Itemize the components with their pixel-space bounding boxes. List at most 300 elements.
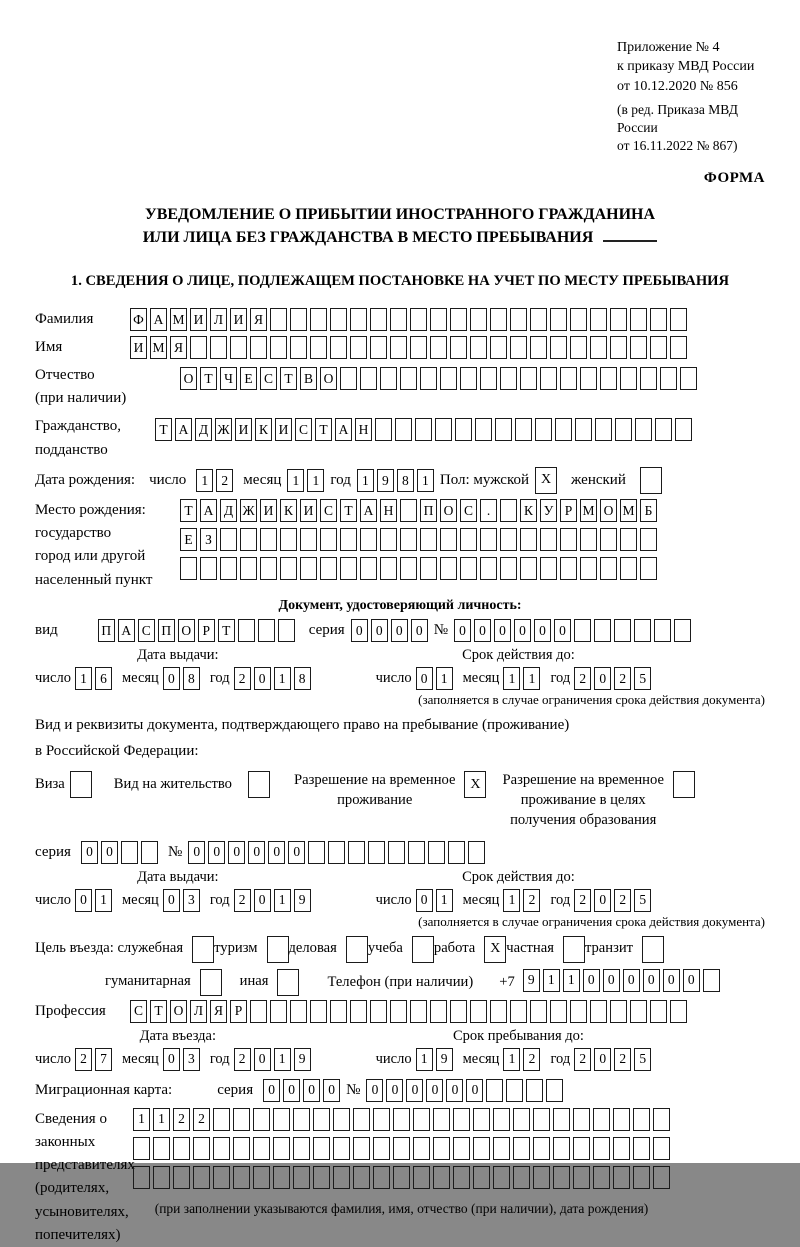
char-cell: 0 xyxy=(268,841,285,864)
stay-year xyxy=(574,1048,651,1071)
char-cell: 0 xyxy=(254,667,271,690)
char-cell: 0 xyxy=(594,667,611,690)
rvp-issue-group: Дата выдачи: число 0 1 месяц 0 3 год 2 0 1 9 xyxy=(35,869,321,912)
char-cell xyxy=(480,528,497,551)
entry-dates xyxy=(35,1028,765,1071)
char-cell: Т xyxy=(200,367,217,390)
char-cell xyxy=(433,1166,450,1189)
doc-valid-group: Срок действия до: число 0 1 месяц 1 1 год 2 0 2 5 xyxy=(376,647,662,690)
char-cell xyxy=(674,619,691,642)
char-cell: Ж xyxy=(240,499,257,522)
char-cell xyxy=(553,1137,570,1160)
char-cell: 5 xyxy=(634,667,651,690)
char-cell: 0 xyxy=(101,841,118,864)
purpose-business-checkbox xyxy=(346,936,368,963)
char-cell xyxy=(615,418,632,441)
sex-male-checkbox: X xyxy=(535,467,557,494)
char-cell: К xyxy=(255,418,272,441)
char-cell: 0 xyxy=(163,1048,180,1071)
char-cell xyxy=(613,1166,630,1189)
char-cell xyxy=(520,528,537,551)
char-cell: 0 xyxy=(163,667,180,690)
char-cell xyxy=(433,1137,450,1160)
char-cell: 0 xyxy=(643,969,660,992)
char-cell: Н xyxy=(380,499,397,522)
char-cell xyxy=(353,1108,370,1131)
char-cell: 0 xyxy=(288,841,305,864)
char-cell xyxy=(468,841,485,864)
char-cell xyxy=(526,1079,543,1102)
char-cell xyxy=(530,336,547,359)
char-cell xyxy=(513,1137,530,1160)
char-cell: Т xyxy=(155,418,172,441)
char-cell: 0 xyxy=(254,889,271,912)
char-cell: 1 xyxy=(307,469,324,492)
char-cell: 1 xyxy=(436,667,453,690)
char-cell xyxy=(640,557,657,580)
char-cell xyxy=(415,418,432,441)
char-cell: 0 xyxy=(248,841,265,864)
char-cell xyxy=(390,1000,407,1023)
surname-row xyxy=(35,308,765,331)
char-cell xyxy=(580,528,597,551)
char-cell: 8 xyxy=(294,667,311,690)
char-cell xyxy=(410,308,427,331)
char-cell: Д xyxy=(195,418,212,441)
char-cell xyxy=(233,1166,250,1189)
char-cell xyxy=(440,557,457,580)
char-cell xyxy=(253,1108,270,1131)
char-cell: 1 xyxy=(75,667,92,690)
purpose-humanitarian: гуманитарная xyxy=(105,969,222,996)
char-cell xyxy=(360,557,377,580)
char-cell: 2 xyxy=(216,469,233,492)
char-cell xyxy=(595,418,612,441)
char-cell xyxy=(573,1108,590,1131)
doc-valid-year xyxy=(574,667,651,690)
char-cell: 2 xyxy=(234,889,251,912)
char-cell xyxy=(340,528,357,551)
rvp-series-word: серия xyxy=(35,843,71,860)
char-cell: 0 xyxy=(416,889,433,912)
char-cell xyxy=(614,619,631,642)
birthplace-row1 xyxy=(180,499,657,522)
char-cell: 2 xyxy=(614,889,631,912)
char-cell xyxy=(450,308,467,331)
option-visa: Виза xyxy=(35,771,92,798)
char-cell xyxy=(253,1166,270,1189)
purpose-row1 xyxy=(35,936,765,963)
rvp-validity-note: (заполняется в случае ограничения срока действия документа) xyxy=(418,913,765,929)
phone-prefix: +7 xyxy=(499,973,515,990)
profession-cells xyxy=(130,1000,687,1023)
char-cell: 0 xyxy=(426,1079,443,1102)
purpose-business: деловая xyxy=(289,936,368,963)
char-cell xyxy=(238,619,255,642)
char-cell: 0 xyxy=(594,889,611,912)
temp-residence-checkbox: X xyxy=(464,771,486,798)
char-cell xyxy=(450,336,467,359)
purpose-tourism: туризм xyxy=(214,936,288,963)
doc-kind-cells xyxy=(98,619,295,642)
char-cell xyxy=(610,1000,627,1023)
char-cell xyxy=(590,308,607,331)
char-cell xyxy=(390,336,407,359)
char-cell: Л xyxy=(190,1000,207,1023)
doc-number-word: № xyxy=(433,621,448,638)
char-cell xyxy=(353,1137,370,1160)
char-cell xyxy=(348,841,365,864)
char-cell xyxy=(655,418,672,441)
char-cell: С xyxy=(320,499,337,522)
char-cell: Я xyxy=(250,308,267,331)
char-cell xyxy=(535,418,552,441)
purpose-private: частная xyxy=(506,936,585,963)
char-cell: У xyxy=(540,499,557,522)
char-cell xyxy=(300,557,317,580)
char-cell xyxy=(333,1137,350,1160)
month-word: месяц xyxy=(243,471,282,488)
char-cell xyxy=(473,1137,490,1160)
char-cell: 0 xyxy=(554,619,571,642)
char-cell: 1 xyxy=(503,667,520,690)
char-cell xyxy=(453,1166,470,1189)
char-cell xyxy=(573,1166,590,1189)
char-cell: 1 xyxy=(543,969,560,992)
year-word: год xyxy=(330,471,351,488)
char-cell: 0 xyxy=(75,889,92,912)
char-cell xyxy=(470,336,487,359)
char-cell: 2 xyxy=(173,1108,190,1131)
char-cell xyxy=(213,1166,230,1189)
char-cell xyxy=(670,336,687,359)
char-cell: И xyxy=(300,499,317,522)
char-cell xyxy=(620,367,637,390)
char-cell xyxy=(141,841,158,864)
char-cell: И xyxy=(275,418,292,441)
char-cell xyxy=(310,308,327,331)
char-cell xyxy=(610,308,627,331)
char-cell xyxy=(153,1166,170,1189)
char-cell: 1 xyxy=(503,1048,520,1071)
char-cell: Т xyxy=(218,619,235,642)
mig-series-word: серия xyxy=(217,1081,254,1098)
entry-date-group: Дата въезда: число 2 7 месяц 0 3 год 2 0 1 9 xyxy=(35,1028,321,1071)
char-cell xyxy=(430,336,447,359)
char-cell xyxy=(493,1108,510,1131)
char-cell xyxy=(486,1079,503,1102)
char-cell xyxy=(370,308,387,331)
char-cell xyxy=(273,1137,290,1160)
char-cell xyxy=(370,336,387,359)
char-cell: 5 xyxy=(634,1048,651,1071)
char-cell xyxy=(533,1108,550,1131)
char-cell xyxy=(240,557,257,580)
mig-number-cells xyxy=(366,1079,563,1102)
char-cell: 9 xyxy=(294,889,311,912)
char-cell xyxy=(413,1166,430,1189)
char-cell xyxy=(395,418,412,441)
char-cell xyxy=(240,528,257,551)
purpose-transit: транзит xyxy=(585,936,664,963)
char-cell xyxy=(500,367,517,390)
char-cell: 0 xyxy=(474,619,491,642)
stay-day xyxy=(416,1048,453,1071)
char-cell xyxy=(173,1166,190,1189)
purpose-private-checkbox xyxy=(563,936,585,963)
char-cell xyxy=(640,528,657,551)
char-cell: 1 xyxy=(357,469,374,492)
char-cell xyxy=(630,308,647,331)
char-cell: О xyxy=(178,619,195,642)
char-cell xyxy=(650,336,667,359)
char-cell: Б xyxy=(640,499,657,522)
char-cell xyxy=(393,1108,410,1131)
char-cell xyxy=(703,969,720,992)
char-cell xyxy=(260,528,277,551)
char-cell: 0 xyxy=(594,1048,611,1071)
citizenship-cells xyxy=(155,418,692,441)
char-cell: 0 xyxy=(81,841,98,864)
char-cell: А xyxy=(150,308,167,331)
char-cell xyxy=(413,1137,430,1160)
char-cell xyxy=(310,336,327,359)
representatives-cells xyxy=(133,1108,670,1217)
rvp-valid-month xyxy=(503,889,540,912)
char-cell xyxy=(650,308,667,331)
residence-permit-checkbox xyxy=(248,771,270,798)
option-temp-residence: Разрешение на временное проживание X xyxy=(294,771,486,810)
char-cell: П xyxy=(158,619,175,642)
char-cell: Е xyxy=(180,528,197,551)
char-cell xyxy=(133,1166,150,1189)
char-cell: 2 xyxy=(574,667,591,690)
birthplace-cells xyxy=(180,499,657,586)
char-cell xyxy=(480,367,497,390)
char-cell xyxy=(420,367,437,390)
surname-label: Фамилия xyxy=(35,310,94,327)
char-cell xyxy=(540,367,557,390)
birthplace-label: Место рождения: государство город или другой населенный пункт xyxy=(35,501,153,588)
form-title-line2: ИЛИ ЛИЦА БЕЗ ГРАЖДАНСТВА В МЕСТО ПРЕБЫВАНИЯ xyxy=(35,226,765,249)
char-cell xyxy=(533,1137,550,1160)
char-cell: 0 xyxy=(623,969,640,992)
char-cell xyxy=(400,367,417,390)
form-title xyxy=(35,203,765,249)
char-cell xyxy=(653,1166,670,1189)
char-cell: Ч xyxy=(220,367,237,390)
doc-validity-note: (заполняется в случае ограничения срока действия документа) xyxy=(418,691,765,707)
char-cell xyxy=(635,418,652,441)
char-cell xyxy=(634,619,651,642)
char-cell xyxy=(253,1137,270,1160)
char-cell xyxy=(550,336,567,359)
char-cell: 5 xyxy=(634,889,651,912)
char-cell: С xyxy=(138,619,155,642)
char-cell xyxy=(633,1166,650,1189)
char-cell: Я xyxy=(170,336,187,359)
char-cell xyxy=(233,1108,250,1131)
char-cell xyxy=(670,308,687,331)
char-cell: 0 xyxy=(283,1079,300,1102)
identity-doc-dates xyxy=(35,647,765,690)
char-cell xyxy=(428,841,445,864)
char-cell xyxy=(258,619,275,642)
char-cell: Е xyxy=(240,367,257,390)
char-cell: Д xyxy=(220,499,237,522)
char-cell xyxy=(620,557,637,580)
char-cell: М xyxy=(170,308,187,331)
char-cell xyxy=(393,1137,410,1160)
char-cell xyxy=(390,308,407,331)
char-cell xyxy=(270,308,287,331)
char-cell xyxy=(460,528,477,551)
char-cell xyxy=(560,528,577,551)
patronymic-cells xyxy=(180,367,697,390)
char-cell xyxy=(590,1000,607,1023)
day-word: число xyxy=(149,471,187,488)
migration-card-label: Миграционная карта: xyxy=(35,1081,173,1098)
char-cell: 1 xyxy=(287,469,304,492)
char-cell: 8 xyxy=(183,667,200,690)
char-cell xyxy=(193,1137,210,1160)
representatives-label: Сведения о законных представителях (родителях, усыновителях, попечителях) xyxy=(35,1110,135,1243)
purpose-work: работа X xyxy=(434,936,506,963)
char-cell: З xyxy=(200,528,217,551)
char-cell xyxy=(493,1137,510,1160)
char-cell xyxy=(230,336,247,359)
representatives-row xyxy=(35,1108,765,1247)
char-cell xyxy=(500,557,517,580)
char-cell xyxy=(670,1000,687,1023)
char-cell xyxy=(480,557,497,580)
char-cell: 0 xyxy=(263,1079,280,1102)
char-cell xyxy=(290,336,307,359)
birth-month-cells xyxy=(287,469,324,492)
char-cell: . xyxy=(480,499,497,522)
char-cell xyxy=(520,557,537,580)
representatives-note: (при заполнении указываются фамилия, имя, отчество (при наличии), дата рождения) xyxy=(154,1200,649,1216)
char-cell xyxy=(470,1000,487,1023)
char-cell: А xyxy=(175,418,192,441)
char-cell xyxy=(640,367,657,390)
char-cell: Т xyxy=(340,499,357,522)
char-cell xyxy=(273,1108,290,1131)
representatives-row3 xyxy=(133,1166,670,1189)
char-cell: 0 xyxy=(406,1079,423,1102)
char-cell xyxy=(360,528,377,551)
temp-residence-education-checkbox xyxy=(673,771,695,798)
purpose-transit-checkbox xyxy=(642,936,664,963)
char-cell: 0 xyxy=(411,619,428,642)
title-blank-line xyxy=(603,226,657,242)
char-cell: Л xyxy=(210,308,227,331)
char-cell: 0 xyxy=(386,1079,403,1102)
char-cell: Т xyxy=(180,499,197,522)
char-cell xyxy=(550,1000,567,1023)
char-cell xyxy=(570,336,587,359)
char-cell: 0 xyxy=(454,619,471,642)
char-cell xyxy=(593,1108,610,1131)
char-cell xyxy=(193,1166,210,1189)
char-cell xyxy=(293,1108,310,1131)
char-cell: 0 xyxy=(683,969,700,992)
rvp-issue-day xyxy=(75,889,112,912)
char-cell xyxy=(340,557,357,580)
char-cell: 1 xyxy=(563,969,580,992)
char-cell xyxy=(290,308,307,331)
char-cell xyxy=(293,1137,310,1160)
char-cell xyxy=(450,1000,467,1023)
char-cell xyxy=(330,308,347,331)
char-cell xyxy=(500,528,517,551)
patronymic-label: Отчество (при наличии) xyxy=(35,366,127,407)
visa-checkbox xyxy=(70,771,92,798)
char-cell xyxy=(210,336,227,359)
char-cell xyxy=(613,1108,630,1131)
char-cell: Р xyxy=(230,1000,247,1023)
char-cell xyxy=(400,557,417,580)
char-cell xyxy=(453,1108,470,1131)
char-cell xyxy=(633,1108,650,1131)
char-cell xyxy=(408,841,425,864)
char-cell xyxy=(328,841,345,864)
char-cell: 9 xyxy=(523,969,540,992)
char-cell: О xyxy=(320,367,337,390)
char-cell: С xyxy=(260,367,277,390)
char-cell xyxy=(555,418,572,441)
citizenship-row xyxy=(35,415,765,462)
char-cell xyxy=(594,619,611,642)
char-cell: Ж xyxy=(215,418,232,441)
char-cell: 0 xyxy=(303,1079,320,1102)
rvp-valid-year xyxy=(574,889,651,912)
char-cell xyxy=(550,308,567,331)
char-cell: 0 xyxy=(163,889,180,912)
char-cell xyxy=(593,1166,610,1189)
char-cell xyxy=(613,1137,630,1160)
purpose-humanitarian-checkbox xyxy=(200,969,222,996)
birthdate-label: Дата рождения: xyxy=(35,471,136,488)
char-cell xyxy=(500,499,517,522)
purpose-study: учеба xyxy=(368,936,434,963)
char-cell: К xyxy=(280,499,297,522)
char-cell xyxy=(260,557,277,580)
char-cell: 9 xyxy=(377,469,394,492)
char-cell: 0 xyxy=(466,1079,483,1102)
char-cell: 0 xyxy=(416,667,433,690)
phone-field xyxy=(327,969,719,992)
char-cell: А xyxy=(118,619,135,642)
char-cell xyxy=(430,308,447,331)
char-cell: 2 xyxy=(614,667,631,690)
char-cell: И xyxy=(130,336,147,359)
char-cell: 1 xyxy=(523,667,540,690)
birthplace-row2 xyxy=(180,528,657,551)
doc-series-word: серия xyxy=(308,621,345,638)
char-cell: А xyxy=(335,418,352,441)
char-cell xyxy=(675,418,692,441)
appendix-line: Приложение № 4 xyxy=(617,40,720,55)
char-cell: Т xyxy=(150,1000,167,1023)
char-cell: 0 xyxy=(323,1079,340,1102)
char-cell xyxy=(373,1137,390,1160)
char-cell: 6 xyxy=(95,667,112,690)
char-cell: 0 xyxy=(254,1048,271,1071)
char-cell xyxy=(553,1166,570,1189)
doc-issue-month xyxy=(163,667,200,690)
entry-day xyxy=(75,1048,112,1071)
